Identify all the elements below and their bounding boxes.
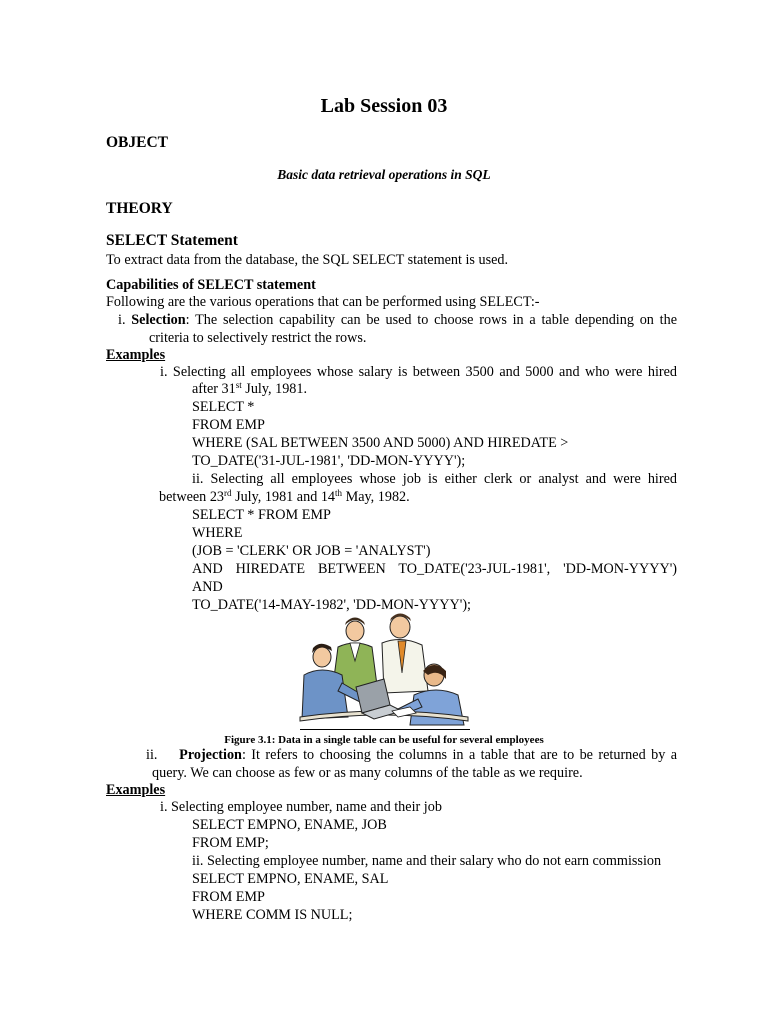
selection-text-cont: criteria to selectively restrict the rows. (149, 330, 367, 346)
sql-code-line: WHERE (192, 525, 243, 541)
selection-term: Selection (131, 312, 186, 328)
sql-code-line: AND HIREDATE BETWEEN TO_DATE('23-JUL-1981', 'DD-MON-YYYY') (192, 561, 677, 577)
sql-code-line: AND (192, 579, 223, 595)
projection-marker: ii. (146, 747, 158, 763)
intro-text: To extract data from the database, the SQL SELECT statement is used. (106, 252, 509, 268)
theory-heading: THEORY (106, 200, 173, 217)
selection-example-2-cont: between 23rd July, 1981 and 14th May, 1982. (159, 488, 410, 505)
projection-example-1: i. Selecting employee number, name and their job (160, 799, 442, 815)
object-subtitle: Basic data retrieval operations in SQL (277, 167, 491, 182)
sql-code-line: SELECT * (192, 399, 255, 415)
projection-item (146, 746, 677, 764)
projection-text-cont: query. We can choose as few or as many columns of the table as we require. (152, 765, 583, 781)
selection-example-2: ii. Selecting all employees whose job is either clerk or analyst and were hired (192, 471, 677, 487)
examples-label: Examples (106, 347, 166, 363)
capabilities-intro: Following are the various operations that can be performed using SELECT:- (106, 294, 540, 310)
sql-code-line: WHERE COMM IS NULL; (192, 907, 353, 923)
capabilities-heading: Capabilities of SELECT statement (106, 277, 316, 293)
sql-code-line: TO_DATE('14-MAY-1982', 'DD-MON-YYYY'); (192, 597, 471, 613)
sql-code-line: (JOB = 'CLERK' OR JOB = 'ANALYST') (192, 543, 431, 559)
sql-code-line: SELECT * FROM EMP (192, 507, 331, 523)
sql-code-line: SELECT EMPNO, ENAME, JOB (192, 817, 387, 833)
select-statement-heading: SELECT Statement (106, 232, 238, 249)
sql-code-line: FROM EMP (192, 417, 265, 433)
sql-code-line: FROM EMP (192, 889, 265, 905)
figure-caption-rule (300, 729, 470, 730)
selection-example-1: i. Selecting all employees whose salary is between 3500 and 5000 and who were hired (160, 364, 677, 380)
selection-item (118, 311, 677, 329)
examples-label: Examples (106, 782, 166, 798)
sql-code-line: SELECT EMPNO, ENAME, SAL (192, 871, 389, 887)
projection-text: : It refers to choosing the columns in a table that are to be returned by a (241, 747, 678, 763)
projection-example-2: ii. Selecting employee number, name and their salary who do not earn commission (192, 853, 662, 869)
selection-text: : The selection capability can be used to choose rows in a table depending on the (185, 312, 678, 328)
selection-example-1-cont: after 31st July, 1981. (192, 380, 308, 397)
figure-caption: Figure 3.1: Data in a single table can be useful for several employees (224, 734, 544, 746)
people-around-laptop-illustration (298, 613, 470, 729)
sql-code-line: WHERE (SAL BETWEEN 3500 AND 5000) AND HIREDATE > (192, 435, 569, 451)
projection-term: Projection (179, 747, 242, 763)
selection-marker: i. (118, 312, 126, 328)
page-title: Lab Session 03 (320, 95, 448, 117)
object-heading: OBJECT (106, 134, 169, 151)
sql-code-line: FROM EMP; (192, 835, 269, 851)
sql-code-line: TO_DATE('31-JUL-1981', 'DD-MON-YYYY'); (192, 453, 466, 469)
